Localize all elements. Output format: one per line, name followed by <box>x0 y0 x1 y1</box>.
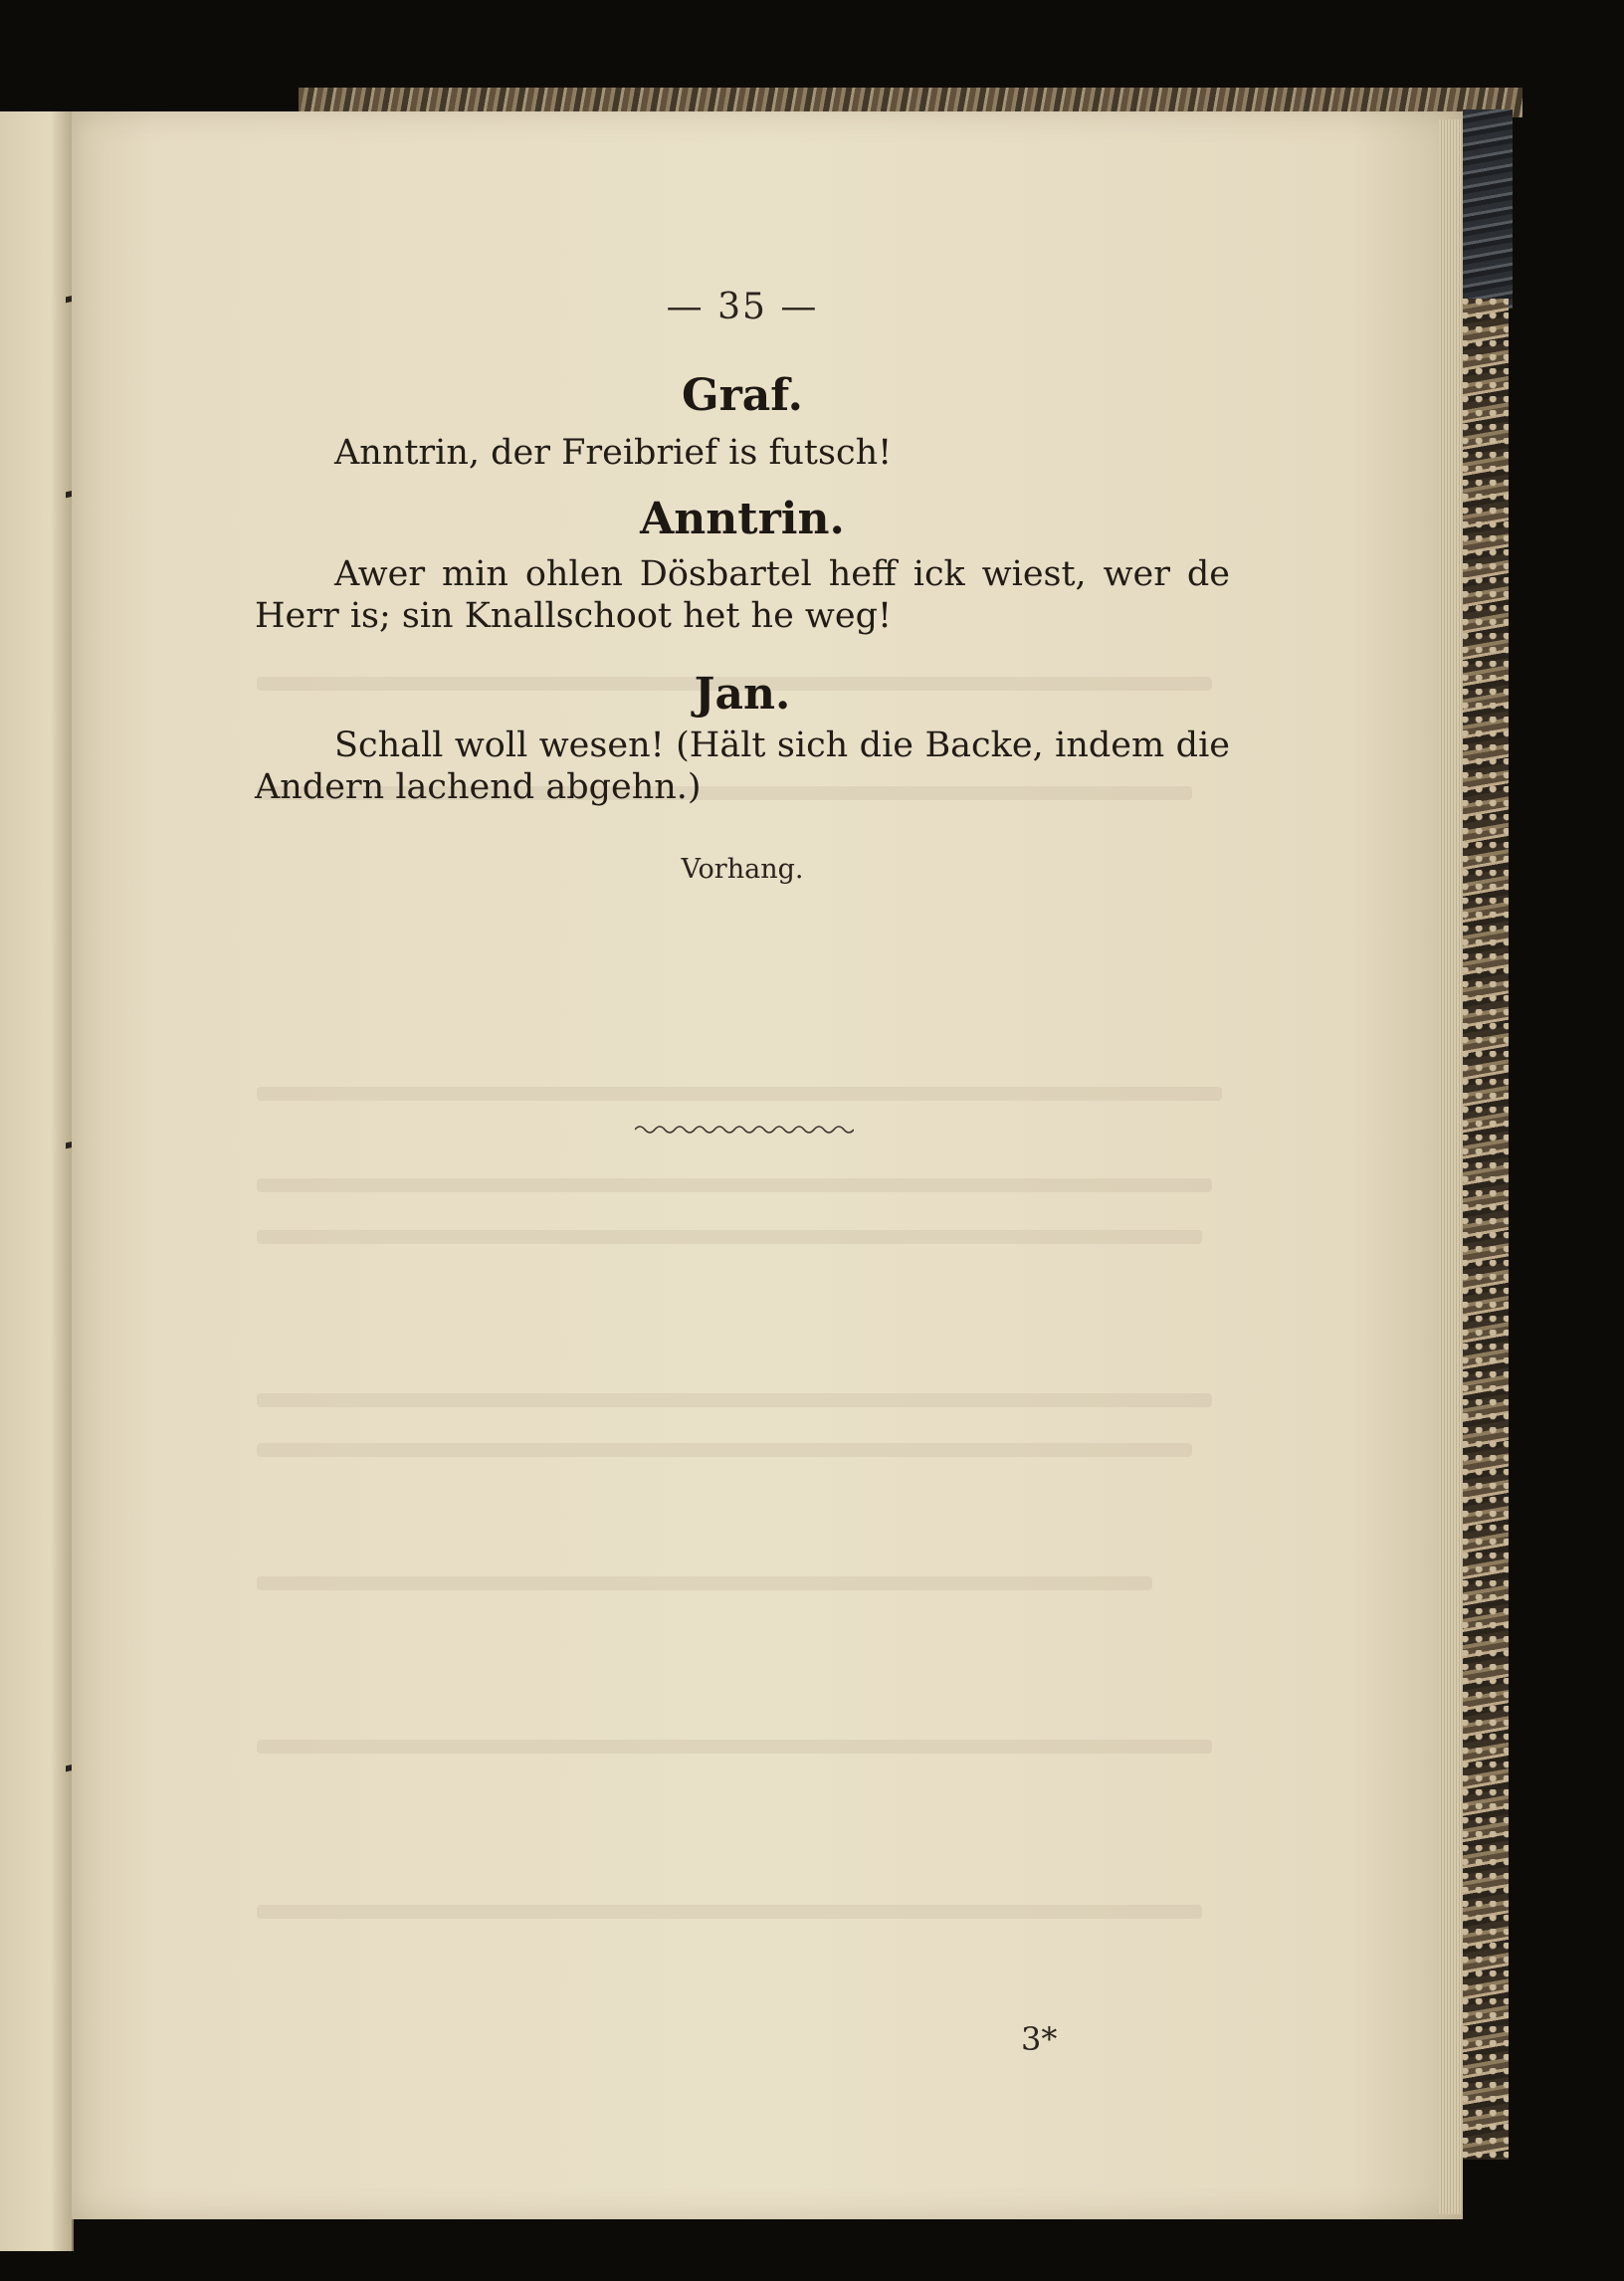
cloth-spine-edge <box>1463 109 1513 309</box>
show-through <box>257 1178 1212 1192</box>
page-number: — 35 — <box>666 287 819 327</box>
marbled-right-board <box>1461 299 1509 2160</box>
speaker-name: Graf. <box>682 370 803 421</box>
page-stack-edge <box>1439 119 1461 2214</box>
show-through <box>257 1905 1202 1919</box>
speaker-name: Jan. <box>694 669 791 720</box>
show-through <box>257 1087 1222 1101</box>
show-through <box>257 1576 1152 1590</box>
signature-mark: 3* <box>1021 2020 1058 2058</box>
show-through <box>257 1740 1212 1754</box>
book-page <box>72 111 1463 2219</box>
show-through <box>257 1230 1202 1244</box>
speech-text: Schall woll wesen! (Hält sich die Backe, indem die Andern lachend abgehn.) <box>255 726 1230 807</box>
ornamental-divider <box>635 1124 854 1136</box>
stage-direction: Vorhang. <box>681 854 804 885</box>
speaker-name: Anntrin. <box>640 494 845 544</box>
speech-text: Awer min ohlen Dösbartel heff ick wiest, wer de Herr is; sin Knallschoot het he weg! <box>255 554 1230 636</box>
show-through <box>257 1393 1212 1407</box>
previous-page-edge <box>0 111 74 2251</box>
show-through <box>257 1443 1192 1457</box>
speech-text: Anntrin, der Freibrief is futsch! <box>334 433 893 473</box>
